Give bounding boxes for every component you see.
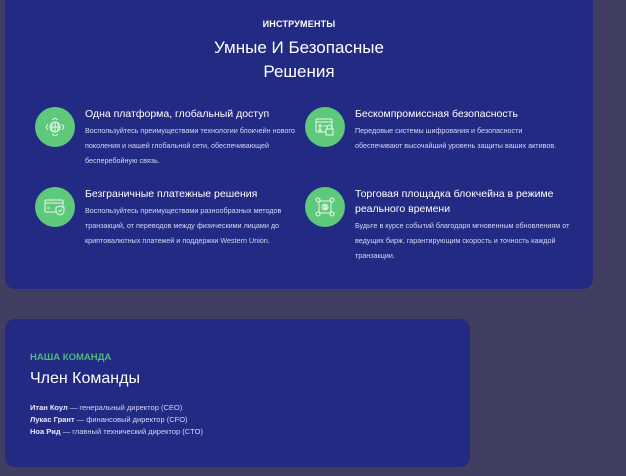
title-line-1: Умные И Безопасные bbox=[214, 38, 384, 57]
browser-lock-icon bbox=[305, 107, 345, 147]
feature-title: Одна платформа, глобальный доступ bbox=[85, 108, 270, 120]
team-member bbox=[30, 414, 203, 426]
globe-network-icon bbox=[35, 107, 75, 147]
team-members-list bbox=[30, 402, 203, 438]
team-title: Член Команды bbox=[30, 370, 140, 387]
team-member bbox=[30, 426, 203, 438]
feature-description: Будьте в курсе событий благодаря мгновенным обновлениям от ведущих бирж, гарантирующим скорость и точность каждой транзакции. bbox=[355, 221, 570, 260]
feature-title: Безграничные платежные решения bbox=[85, 188, 258, 200]
member-name: Лукас Грант bbox=[30, 415, 75, 424]
member-role: — генеральный директор (CEO) bbox=[67, 403, 183, 412]
member-role: — главный технический директор (CTO) bbox=[60, 427, 203, 436]
section-title bbox=[5, 36, 593, 84]
feature-description: Передовые системы шифрования и безопасности обеспечивают высочайший уровень защиты ваших активов. bbox=[355, 126, 557, 150]
team-member bbox=[30, 402, 203, 414]
tools-section bbox=[5, 0, 593, 289]
feature-title: Торговая площадка блокчейна в режиме реального времени bbox=[355, 188, 554, 215]
member-role: — финансовый директор (CFO) bbox=[74, 415, 188, 424]
team-section bbox=[5, 319, 470, 467]
card-shield-icon bbox=[35, 187, 75, 227]
title-line-2: Решения bbox=[263, 62, 335, 81]
feature-description: Воспользуйтесь преимуществами технологии блокчейн нового поколения и нашей глобальной сети, обеспечивающей бесперебойную связь. bbox=[85, 126, 295, 165]
team-eyebrow: НАША КОМАНДА bbox=[30, 352, 112, 363]
section-eyebrow: ИНСТРУМЕНТЫ bbox=[262, 19, 336, 29]
bitcoin-network-icon bbox=[305, 187, 345, 227]
feature-description: Воспользуйтесь преимуществами разнообразных методов транзакций, от переводов между физическими лицами до криптовалютных платежей и поддержки Western Union. bbox=[85, 206, 282, 245]
member-name: Итан Коул bbox=[30, 403, 68, 412]
feature-title: Бескомпромиссная безопасность bbox=[355, 108, 518, 120]
member-name: Ноа Рид bbox=[30, 427, 61, 436]
